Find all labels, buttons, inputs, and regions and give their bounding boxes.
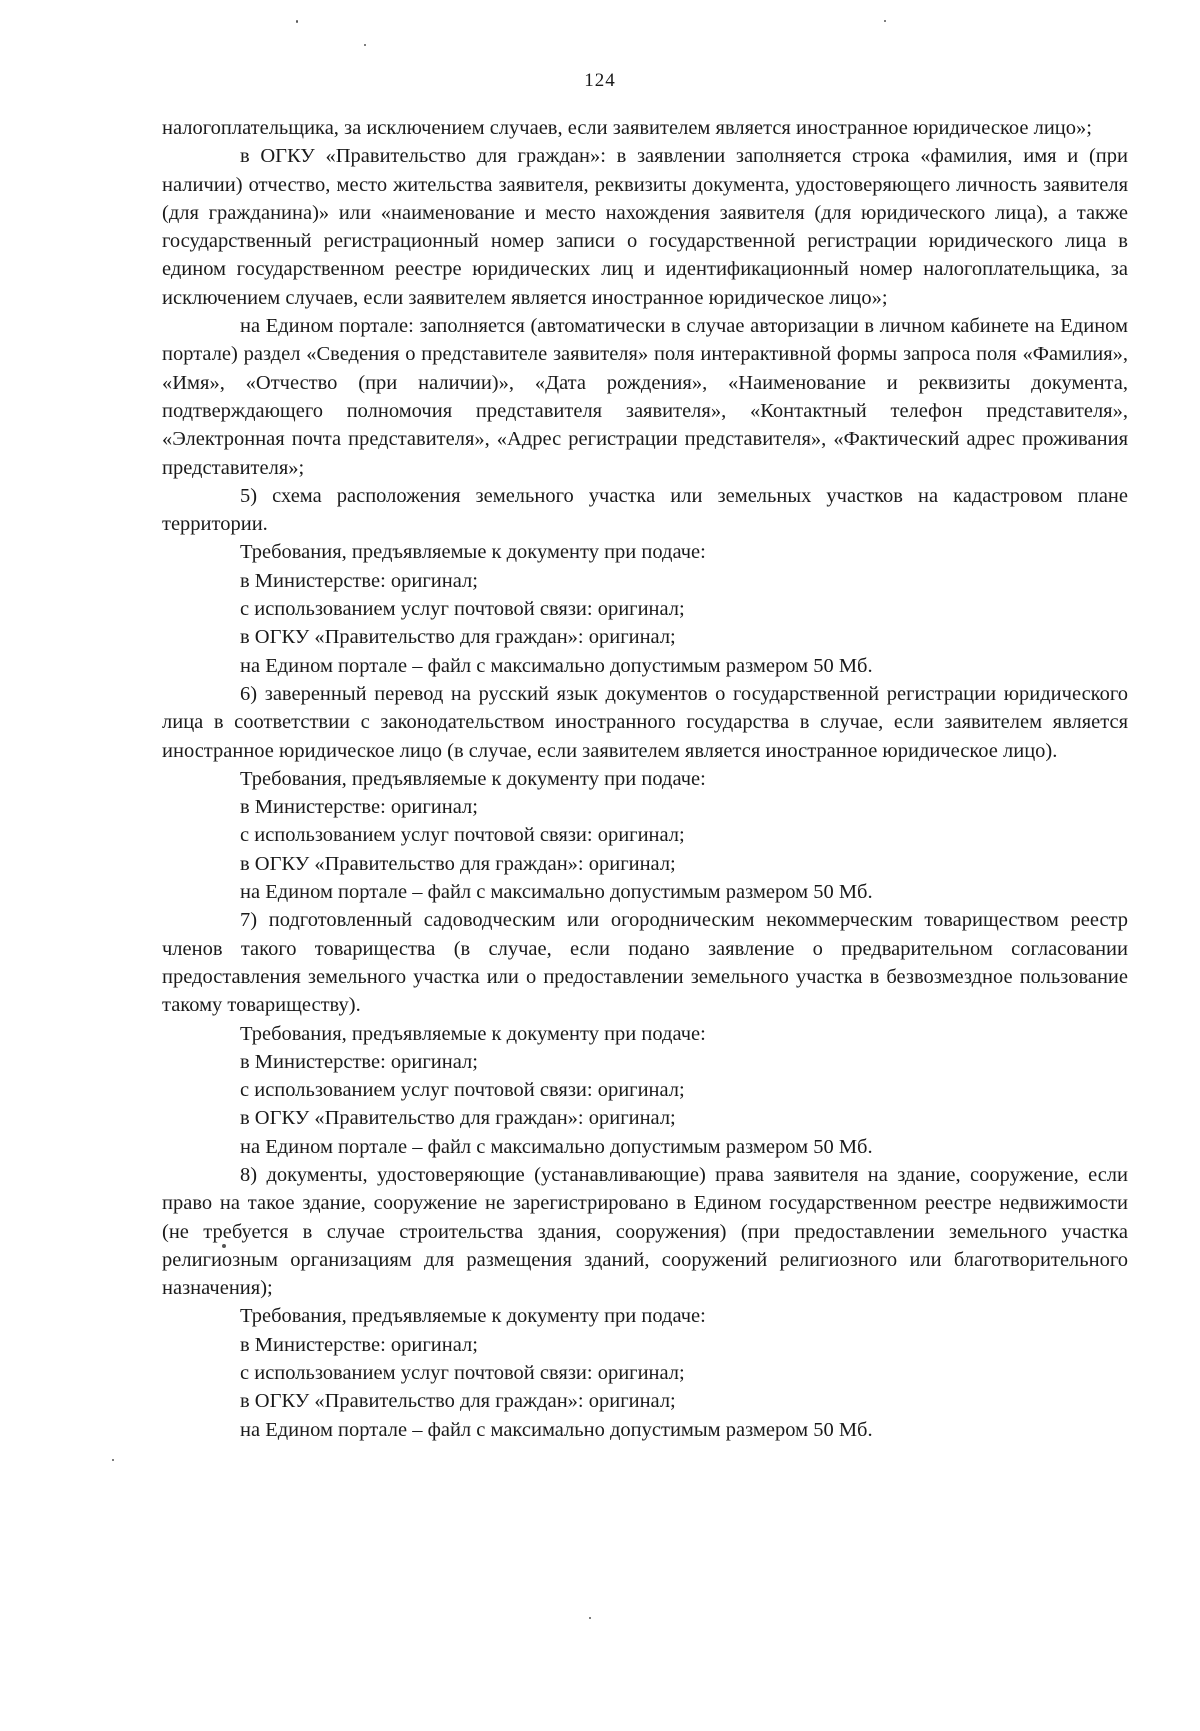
paragraph: в ОГКУ «Правительство для граждан»: в заявлении заполняется строка «фамилия, имя и (при наличии) отчество, место жительства заявителя, реквизиты документа, удостоверяющего личность заявителя (для гражданина)» или «наименование и место нахождения заявителя (для юридического лица), а также государственный регистрационный номер записи о государственной регистрации юридического лица в едином государственном реестре юридических лиц и идентификационный номер налогоплательщика, за исключением случаев, если заявителем является иностранное юридическое лицо»; [162,145,1128,309]
requirement-item: в ОГКУ «Правительство для граждан»: оригинал; [240,1107,676,1130]
requirement-item: в Министерстве: оригинал; [240,1333,478,1356]
requirement-item: на Едином портале – файл с максимально допустимым размером 50 Мб. [240,1418,873,1441]
requirement-item: в Министерстве: оригинал; [240,569,478,592]
paragraph: налогоплательщика, за исключением случаев, если заявителем является иностранное юридическое лицо»; [162,117,1092,139]
requirement-item: в Министерстве: оригинал; [240,1050,478,1073]
scan-speck [589,1617,591,1619]
requirements-heading: Требования, предъявляемые к документу при подаче: [240,767,706,790]
requirement-item: с использованием услуг почтовой связи: оригинал; [240,1362,685,1385]
requirement-item: на Едином портале – файл с максимально допустимым размером 50 Мб. [240,1135,873,1158]
paragraph: на Едином портале: заполняется (автоматически в случае авторизации в личном кабинете на Едином портале) раздел «Сведения о представителе заявителя» поля интерактивной формы запроса поля «Фамилия», «Имя», «Отчество (при наличии)», «Дата рождения», «Наименование и реквизиты документа, подтверждающего полномочия представителя заявителя», «Контактный телефон представителя», «Электронная почта представителя», «Адрес регистрации представителя», «Фактический адрес проживания представителя»; [162,315,1128,479]
paragraph: 8) документы, удостоверяющие (устанавливающие) права заявителя на здание, сооружение, если право на такое здание, сооружение не зарегистрировано в Едином государственном реестре недвижимости (не требуется в случае строительства здания, сооружения) (при предоставлении земельного участка религиозным организациям для размещения зданий, сооружений религиозного или благотворительного назначения); [162,1163,1128,1300]
requirements-heading: Требования, предъявляемые к документу при подаче: [240,541,706,564]
scan-speck [296,20,298,23]
requirement-item: на Едином портале – файл с максимально допустимым размером 50 Мб. [240,654,873,677]
requirements-heading: Требования, предъявляемые к документу при подаче: [240,1305,706,1328]
paragraph: 7) подготовленный садоводческим или огородническим некоммерческим товариществом реестр членов такого товарищества (в случае, если подано заявление о предварительном согласовании предоставления земельного участка или о предоставлении земельного участка в безвозмездное пользование такому товариществу). [162,909,1128,1017]
requirement-item: в Министерстве: оригинал; [240,796,478,819]
requirement-item: с использованием услуг почтовой связи: оригинал; [240,598,685,621]
requirement-item: с использованием услуг почтовой связи: оригинал; [240,824,685,847]
requirement-item: в ОГКУ «Правительство для граждан»: оригинал; [240,626,676,649]
requirement-item: в ОГКУ «Правительство для граждан»: оригинал; [240,852,676,875]
scan-speck [112,1459,114,1461]
document-body [162,114,1128,1444]
page-number: 124 [584,70,616,91]
requirement-item: в ОГКУ «Правительство для граждан»: оригинал; [240,1390,676,1413]
requirement-item: на Едином портале – файл с максимально допустимым размером 50 Мб. [240,881,873,904]
scan-speck [884,20,886,22]
scan-speck [364,44,366,46]
requirements-heading: Требования, предъявляемые к документу при подаче: [240,1022,706,1045]
requirement-item: с использованием услуг почтовой связи: оригинал; [240,1079,685,1102]
paragraph: 5) схема расположения земельного участка или земельных участков на кадастровом плане территории. [162,484,1128,536]
paragraph: 6) заверенный перевод на русский язык документов о государственной регистрации юридического лица в соответствии с законодательством иностранного государства в случае, если заявителем является иностранное юридическое лицо (в случае, если заявителем является иностранное юридическое лицо). [162,682,1128,762]
